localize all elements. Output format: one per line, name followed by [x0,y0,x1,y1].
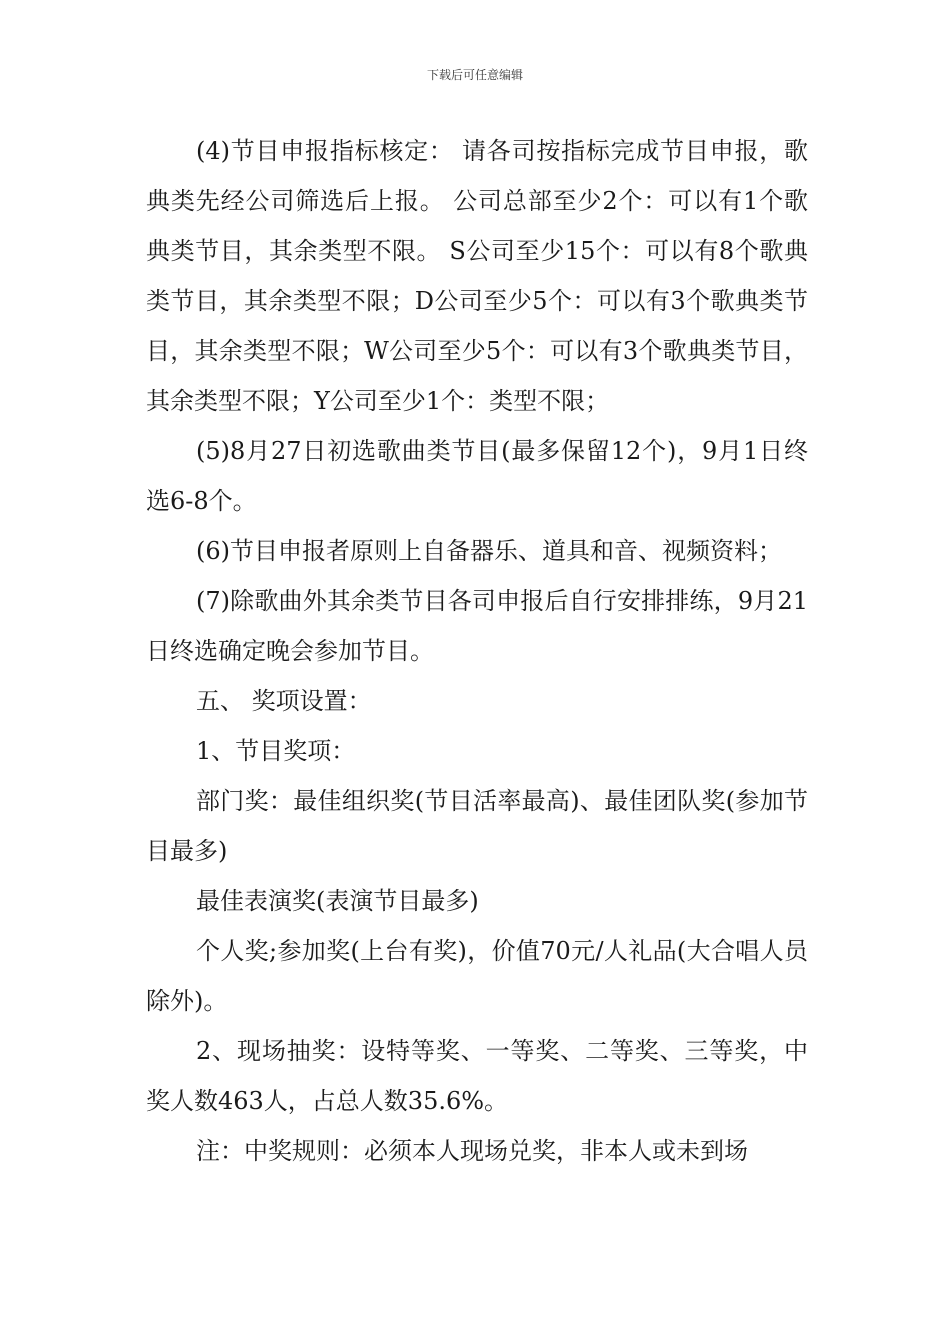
paragraph-equipment: (6)节目申报者原则上自备器乐、道具和音、视频资料； [196,537,782,565]
paragraph-preliminary-selection: (5)8月27日初选歌曲类节目(最多保留12个)，9月1日终选6-8个。 [146,437,808,515]
subheading-program-awards: 1、节目奖项： [196,737,356,765]
paragraph-rehearsal: (7)除歌曲外其余类节目各司申报后自行安排排练，9月21日终选确定晚会参加节目。 [146,587,808,665]
paragraph-note: 注：中奖规则：必须本人现场兑奖，非本人或未到场 [196,1137,748,1165]
paragraph-department-awards: 部门奖：最佳组织奖(节目活率最高)、最佳团队奖(参加节目最多) [146,787,808,865]
paragraph-lottery: 2、现场抽奖：设特等奖、一等奖、二等奖、三等奖，中奖人数463人，占总人数35.6%。 [146,1037,808,1115]
document-body [146,126,808,1176]
page-header: 下载后可任意编辑 [426,68,523,82]
paragraph-individual-awards: 个人奖;参加奖(上台有奖)，价值70元/人礼品(大合唱人员除外)。 [146,937,808,1015]
paragraph-program-quota: (4)节目申报指标核定： 请各司按指标完成节目申报，歌典类先经公司筛选后上报。 公司总部至少2个：可以有1个歌典类节目，其余类型不限。 S公司至少15个：可以有8个歌典类节目，其余类型不限；D公司至少5个：可以有3个歌典类节目，其余类型不限；W公司至少5个：可以有3个歌典类节目，其余类型不限；Y公司至少1个：类型不限； [146,137,808,415]
section-heading-awards: 五、 奖项设置： [196,687,372,715]
paragraph-best-performance: 最佳表演奖(表演节目最多) [196,887,479,915]
